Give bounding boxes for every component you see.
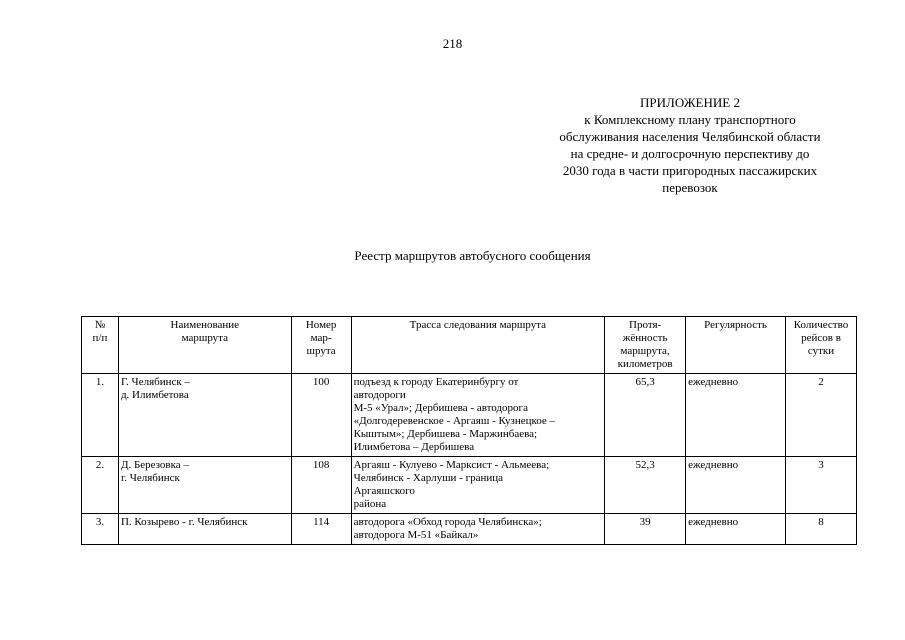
cell-line: «Долгодеревенское - Аргаяш - Кузнецкое – xyxy=(353,415,556,427)
cell-line: сутки xyxy=(807,345,835,357)
cell-line: г. Челябинск xyxy=(120,472,180,484)
cell-line: рейсов в xyxy=(801,332,841,344)
cell-length: 39 xyxy=(605,514,686,545)
cell-line: автодорога «Обход города Челябинска»; xyxy=(353,516,542,528)
cell-route-no: 108 xyxy=(291,457,351,514)
cell-line: П. Козырево - г. Челябинск xyxy=(120,516,248,528)
header-num xyxy=(82,317,119,374)
cell-trips: 8 xyxy=(785,514,856,545)
appendix-line: перевозок xyxy=(662,180,718,195)
registry-title: Реестр маршрутов автобусного сообщения xyxy=(354,248,591,263)
cell-name xyxy=(118,374,291,457)
cell-line: Аргаяшского xyxy=(353,485,415,497)
cell-line: шрута xyxy=(306,345,336,357)
cell-line: автодорога М-51 «Байкал» xyxy=(353,529,479,541)
cell-line: подъезд к городу Екатеринбургу от xyxy=(353,376,519,388)
header-route-no xyxy=(291,317,351,374)
cell-line: Протя- xyxy=(629,319,662,331)
cell-line: № xyxy=(94,319,106,331)
cell-name xyxy=(118,514,291,545)
cell-regularity: ежедневно xyxy=(686,457,786,514)
cell-trips: 3 xyxy=(785,457,856,514)
cell-line: д. Илимбетова xyxy=(120,389,189,401)
cell-line: маршрута xyxy=(181,332,228,344)
cell-line: Кыштым»; Дербишева - Маржинбаева; xyxy=(353,428,538,440)
cell-line: километров xyxy=(617,358,673,370)
cell-line: района xyxy=(353,498,387,510)
cell-num: 3. xyxy=(82,514,119,545)
cell-line: Наименование xyxy=(170,319,240,331)
cell-regularity: ежедневно xyxy=(686,374,786,457)
cell-line: Номер xyxy=(305,319,337,331)
table-row xyxy=(82,457,857,514)
cell-line: Трасса следования маршрута xyxy=(409,319,547,331)
appendix-line: 2030 года в части пригородных пассажирских xyxy=(562,163,818,178)
cell-name xyxy=(118,457,291,514)
routes-table xyxy=(81,316,857,545)
cell-regularity: ежедневно xyxy=(686,514,786,545)
table-row xyxy=(82,374,857,457)
appendix-heading: ПРИЛОЖЕНИЕ 2 xyxy=(640,95,740,110)
appendix-line: к Комплексному плану транспортного xyxy=(584,112,796,127)
cell-path xyxy=(351,457,605,514)
header-regularity xyxy=(686,317,786,374)
header-length xyxy=(605,317,686,374)
cell-route-no: 114 xyxy=(291,514,351,545)
header-name xyxy=(118,317,291,374)
cell-length: 65,3 xyxy=(605,374,686,457)
cell-length: 52,3 xyxy=(605,457,686,514)
cell-line: п/п xyxy=(92,332,108,344)
cell-line: Г. Челябинск – xyxy=(120,376,190,388)
cell-line: маршрута, xyxy=(620,345,670,357)
cell-line: Регулярность xyxy=(704,319,767,331)
cell-line: Количество xyxy=(793,319,849,331)
cell-path xyxy=(351,374,605,457)
header-path xyxy=(351,317,605,374)
appendix-line: обслуживания населения Челябинской области xyxy=(559,129,821,144)
cell-line: жённость xyxy=(622,332,668,344)
table-row xyxy=(82,514,857,545)
page-number: 218 xyxy=(442,36,463,51)
cell-line: Челябинск - Харлуши - граница xyxy=(353,472,504,484)
table-header-row xyxy=(82,317,857,374)
cell-num: 2. xyxy=(82,457,119,514)
cell-trips: 2 xyxy=(785,374,856,457)
header-trips xyxy=(785,317,856,374)
cell-line: М-5 «Урал»; Дербишева - автодорога xyxy=(353,402,528,414)
cell-line: Д. Березовка – xyxy=(120,459,189,471)
appendix-block xyxy=(525,94,855,196)
appendix-line: на средне- и долгосрочную перспективу до xyxy=(570,146,810,161)
cell-line: Илимбетова – Дербишева xyxy=(353,441,475,453)
cell-line: автодороги xyxy=(353,389,406,401)
cell-line: мар- xyxy=(310,332,332,344)
cell-line: Аргаяш - Кулуево - Марксист - Альмеева; xyxy=(353,459,550,471)
cell-path xyxy=(351,514,605,545)
cell-route-no: 100 xyxy=(291,374,351,457)
cell-num: 1. xyxy=(82,374,119,457)
